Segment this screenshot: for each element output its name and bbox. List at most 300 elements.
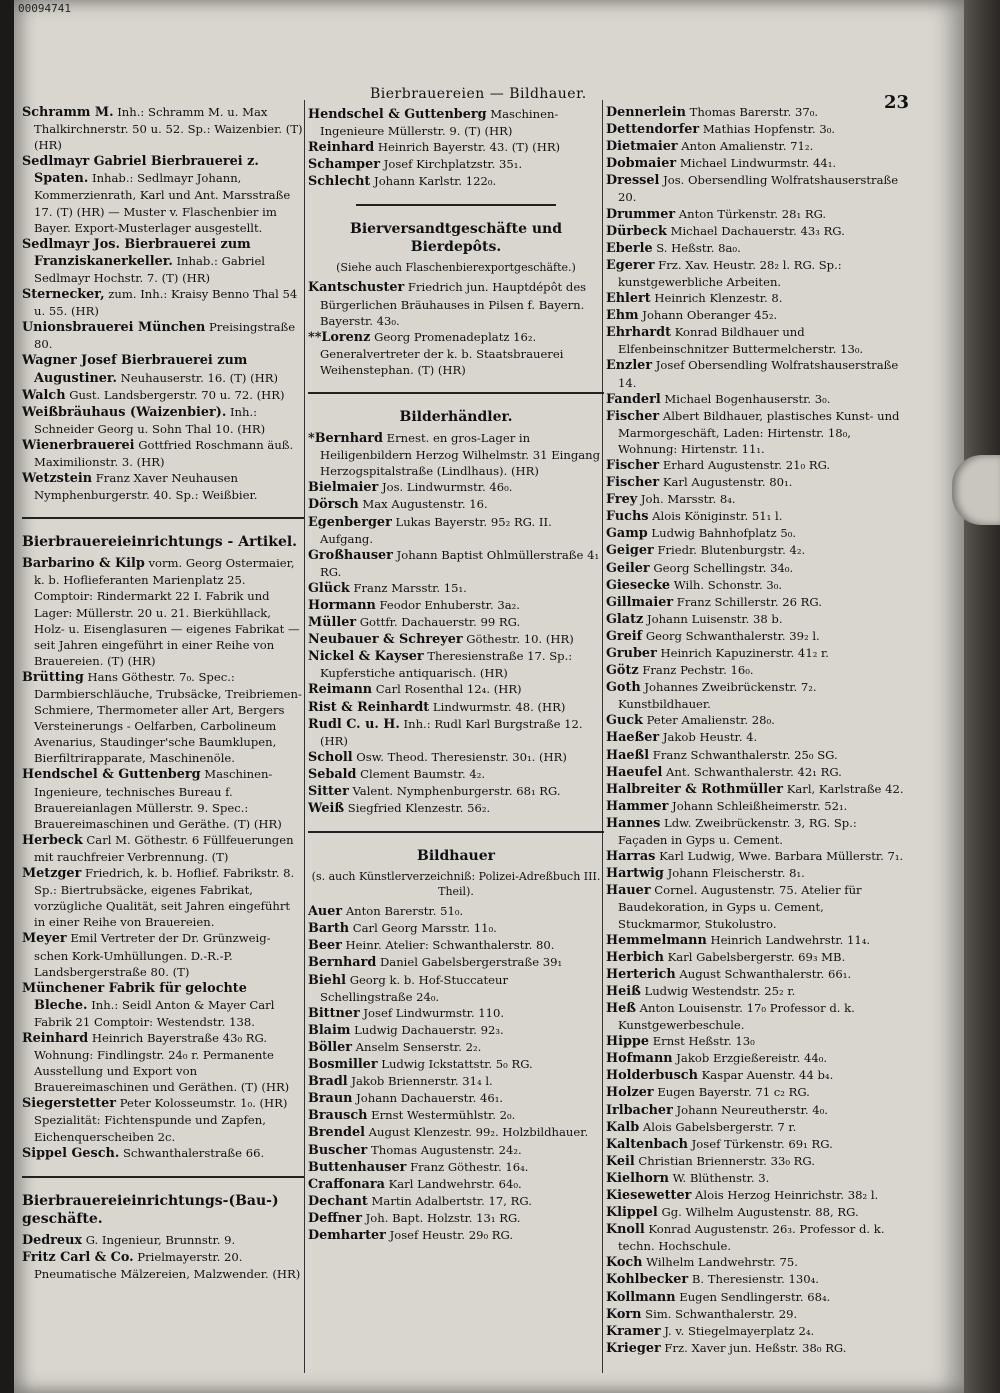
entry-name: Hannes bbox=[606, 815, 661, 831]
entry-details: Wilh. Schonstr. 3₀. bbox=[673, 577, 783, 592]
directory-entry bbox=[606, 155, 906, 172]
entry-name: Fischer bbox=[606, 408, 660, 424]
entry-name: Deffner bbox=[308, 1210, 362, 1226]
directory-entry bbox=[606, 1221, 906, 1254]
entry-details: vorm. Georg Ostermaier, k. b. Hoflieferanten Marienplatz 25. Comptoir: Rindermarkt 22 I. Fabrik und Lager: Müllerstr. 20 u. 21. Bierkühllack, Holz- u. Eisenglasuren — eigenes Fabrikat — seit Jahren eingeführt in einer Reihe von Brauereien. (T) (HR) bbox=[34, 556, 300, 668]
directory-entry bbox=[606, 747, 906, 764]
entry-name: Dedreux bbox=[22, 1232, 83, 1248]
entry-name: Wienerbrauerei bbox=[22, 437, 135, 453]
heading-bilderhaendler: Bilderhändler. bbox=[399, 409, 513, 426]
entry-name: Bittner bbox=[308, 1005, 360, 1021]
entry-details: Jos. Lindwurmstr. 46₀. bbox=[381, 480, 513, 495]
entry-details: Inh.: Rudl Karl Burgstraße 12. (HR) bbox=[320, 716, 583, 748]
directory-entry bbox=[308, 173, 604, 190]
column-2 bbox=[308, 106, 604, 1244]
directory-entry bbox=[22, 236, 304, 286]
directory-entry bbox=[606, 542, 906, 559]
entry-details: Neuhauserstr. 16. (T) (HR) bbox=[120, 370, 279, 385]
entry-details: Sim. Schwanthalerstr. 29. bbox=[645, 1306, 798, 1321]
directory-entry bbox=[606, 983, 906, 1000]
directory-entry bbox=[308, 1005, 604, 1022]
entry-details: Thomas Barerstr. 37₀. bbox=[689, 105, 819, 119]
entry-details: Lindwurmstr. 48. (HR) bbox=[432, 699, 566, 714]
entry-name: Heß bbox=[606, 1000, 636, 1016]
entry-details: Karl Landwehrstr. 64₀. bbox=[388, 1176, 522, 1191]
entry-name: Ehrhardt bbox=[606, 325, 671, 341]
entry-name: Giesecke bbox=[606, 577, 671, 593]
directory-entry bbox=[308, 430, 604, 479]
entry-details: Wilhelm Landwehrstr. 75. bbox=[646, 1255, 798, 1270]
note-bildhauer: (s. auch Künstlerverzeichniß: Polizei-Adreßbuch III. Theil). bbox=[311, 870, 601, 899]
entry-name: Drummer bbox=[606, 206, 676, 222]
entries-bilderhaendler bbox=[308, 430, 604, 817]
entry-name: Klippel bbox=[606, 1205, 658, 1221]
entry-details: Gg. Wilhelm Augustenstr. 88, RG. bbox=[661, 1205, 859, 1220]
directory-entry bbox=[22, 1249, 304, 1282]
entry-details: August Klenzestr. 99₂. Holzbildhauer. bbox=[368, 1125, 589, 1140]
directory-entry bbox=[308, 106, 604, 139]
entry-name: Hendschel & Guttenberg bbox=[308, 107, 487, 122]
entry-details: Karl Gabelsbergerstr. 69₃ MB. bbox=[667, 949, 846, 964]
entry-details: Prielmayerstr. 20. Pneumatische Mälzereien, Malzwender. (HR) bbox=[34, 1249, 301, 1281]
directory-entry bbox=[22, 352, 304, 386]
page-edge-stack bbox=[964, 0, 1000, 1393]
directory-entry bbox=[606, 679, 906, 712]
entry-details: Michael Dachauerstr. 43₃ RG. bbox=[670, 223, 845, 238]
entry-name: Beer bbox=[308, 938, 342, 954]
entry-details: Max Augustenstr. 16. bbox=[362, 497, 488, 512]
directory-entry bbox=[606, 491, 906, 508]
entry-details: G. Ingenieur, Brunnstr. 9. bbox=[85, 1232, 236, 1247]
directory-entry bbox=[308, 749, 604, 766]
entry-name: Biehl bbox=[308, 972, 346, 988]
entry-name: Scholl bbox=[308, 749, 353, 765]
directory-entry bbox=[22, 832, 304, 865]
entries-bildhauer-cont bbox=[606, 104, 906, 1357]
entry-name: Guck bbox=[606, 713, 643, 729]
entry-details: Georg Schwanthalerstr. 39₂ l. bbox=[645, 628, 820, 643]
entry-details: Franz Marsstr. 15₁. bbox=[353, 580, 467, 595]
directory-entry bbox=[606, 781, 906, 798]
entry-details: Schwanthalerstraße 66. bbox=[122, 1145, 265, 1160]
entry-details: Inh.: Seidl Anton & Mayer Carl Fabrik 21 Comptoir: Westendstr. 138. bbox=[34, 997, 275, 1029]
entry-details: J. v. Stiegelmayerplatz 2₄. bbox=[664, 1323, 815, 1338]
directory-entry bbox=[22, 1145, 304, 1162]
directory-entry bbox=[308, 1176, 604, 1193]
directory-entry bbox=[606, 1084, 906, 1101]
entry-name: Kaltenbach bbox=[606, 1136, 688, 1152]
entry-name: Schramm M. bbox=[22, 105, 114, 120]
entry-name: Herterich bbox=[606, 966, 676, 982]
entry-name: Hendschel & Guttenberg bbox=[22, 767, 201, 783]
entry-details: Erhard Augustenstr. 21₀ RG. bbox=[662, 457, 831, 472]
entry-details: Inhab.: Sedlmayr Johann, Kommerzienrath, Karl und Ant. Marsstraße 17. (T) (HR) — Muster v. Flaschenbier im Bayer. Export-Musterlager ausgestellt. bbox=[34, 171, 291, 235]
section-divider bbox=[356, 204, 556, 206]
entries-einrichtungs-artikel bbox=[22, 555, 304, 1161]
entry-details: Josef Heustr. 29₀ RG. bbox=[389, 1227, 514, 1242]
entry-details: Emil Vertreter der Dr. Grünzweig-schen Kork-Umhüllungen. D.-R.-P. Landsbergerstraße 80. (T) bbox=[34, 931, 271, 979]
entry-name: Halbreiter & Rothmüller bbox=[606, 781, 784, 797]
directory-entry bbox=[606, 1289, 906, 1306]
entry-name: Brendel bbox=[308, 1125, 365, 1141]
directory-entry bbox=[606, 628, 906, 645]
entry-name: Hofmann bbox=[606, 1051, 673, 1067]
directory-entry bbox=[308, 1193, 604, 1210]
directory-entry bbox=[308, 1124, 604, 1141]
directory-entry bbox=[606, 357, 906, 390]
entry-name: Bielmaier bbox=[308, 480, 379, 496]
entry-name: Brütting bbox=[22, 669, 84, 685]
entry-details: Ernst Westermühlstr. 2₀. bbox=[371, 1108, 516, 1123]
directory-entry bbox=[606, 1170, 906, 1187]
entry-name: Braun bbox=[308, 1091, 353, 1107]
entry-details: Franz Pechstr. 16₀. bbox=[642, 663, 754, 678]
note-bierversandt: (Siehe auch Flaschenbierexportgeschäfte.) bbox=[336, 261, 576, 275]
entry-details: Heinrich Bayerstraße 43₀ RG. Wohnung: Findlingstr. 24₀ r. Permanente Ausstellung und Export von Brauereimaschinen und Geräthen. (T) (HR) bbox=[34, 1030, 290, 1095]
entry-details: Alois Königinstr. 51₁ l. bbox=[652, 509, 783, 524]
entry-name: Eberle bbox=[606, 240, 653, 256]
entry-name: Reinhard bbox=[308, 140, 375, 156]
entry-details: Johann Baptist Ohlmüllerstraße 4₁ RG. bbox=[320, 547, 600, 579]
entry-details: Daniel Gabelsbergerstraße 39₁ bbox=[379, 955, 563, 970]
directory-entry bbox=[308, 937, 604, 954]
directory-entry bbox=[22, 766, 304, 831]
directory-entry bbox=[308, 972, 604, 1005]
directory-page bbox=[14, 0, 964, 1393]
entry-name: Sedlmayr Jos. Bierbrauerei zum Franziskanerkeller. bbox=[22, 236, 251, 269]
entry-details: Georg k. b. Hof-Stuccateur Schellingstraße 24₀. bbox=[320, 972, 509, 1004]
directory-entry bbox=[308, 156, 604, 173]
entry-details: Karl, Karlstraße 42. bbox=[786, 781, 904, 796]
entry-details: Theresienstraße 17. Sp.: Kupferstiche antiquarisch. (HR) bbox=[320, 649, 573, 681]
entry-name: Meyer bbox=[22, 931, 67, 947]
directory-entry bbox=[22, 669, 304, 767]
entry-details: Ldw. Zweibrückenstr. 3, RG. Sp.: Façaden in Gyps u. Cement. bbox=[618, 815, 857, 848]
entry-details: Konrad Augustenstr. 26₃. Professor d. k. techn. Hochschule. bbox=[618, 1222, 885, 1254]
directory-entry bbox=[606, 138, 906, 155]
entry-name: Hemmelmann bbox=[606, 932, 707, 948]
directory-entry bbox=[308, 783, 604, 800]
entry-name: Neubauer & Schreyer bbox=[308, 632, 463, 648]
entry-name: Walch bbox=[22, 387, 66, 403]
entry-details: Ludwig Ickstattstr. 5₀ RG. bbox=[381, 1057, 533, 1072]
directory-entry bbox=[308, 1142, 604, 1159]
entry-details: Franz Göthestr. 16₄. bbox=[410, 1159, 529, 1174]
directory-entry bbox=[22, 865, 304, 930]
entry-name: Buttenhauser bbox=[308, 1159, 407, 1175]
directory-entry bbox=[308, 1056, 604, 1073]
directory-entry bbox=[22, 980, 304, 1030]
entries-bierbrauereien-cont bbox=[308, 106, 604, 190]
directory-entry bbox=[606, 712, 906, 729]
entry-details: Johann Oberanger 45₂. bbox=[642, 308, 778, 323]
directory-entry bbox=[606, 1102, 906, 1119]
entry-details: Frz. Xaver jun. Heßstr. 38₀ RG. bbox=[664, 1340, 847, 1355]
entry-name: **Lorenz bbox=[308, 329, 371, 345]
directory-entry bbox=[606, 525, 906, 542]
directory-entry bbox=[606, 408, 906, 457]
directory-entry bbox=[22, 104, 304, 153]
entry-name: Koch bbox=[606, 1255, 643, 1271]
directory-entry bbox=[606, 1136, 906, 1153]
entry-name: Holzer bbox=[606, 1085, 654, 1101]
entry-name: Krieger bbox=[606, 1340, 661, 1356]
entry-name: Haeßer bbox=[606, 730, 660, 746]
entry-name: Ehm bbox=[606, 308, 639, 324]
entry-details: Anton Türkenstr. 28₁ RG. bbox=[678, 206, 827, 221]
entry-details: Johann Karlstr. 122₀. bbox=[374, 174, 497, 189]
entry-name: Reinhard bbox=[22, 1030, 89, 1046]
directory-entry bbox=[606, 815, 906, 848]
entry-details: Ant. Schwanthalerstr. 42₁ RG. bbox=[666, 764, 842, 779]
entry-name: Fischer bbox=[606, 475, 660, 491]
entry-name: Schamper bbox=[308, 157, 381, 173]
entry-name: Herbeck bbox=[22, 832, 83, 848]
entry-details: Heinrich Klenzestr. 8. bbox=[654, 291, 783, 306]
directory-entry bbox=[22, 404, 304, 437]
entry-details: Anton Amalienstr. 71₂. bbox=[681, 139, 814, 154]
entry-name: Kollmann bbox=[606, 1289, 676, 1305]
entry-details: Ludwig Westendstr. 25₂ r. bbox=[644, 983, 796, 998]
page-number: 23 bbox=[884, 92, 910, 113]
directory-entry bbox=[606, 611, 906, 628]
directory-entry bbox=[22, 930, 304, 979]
directory-entry bbox=[606, 1323, 906, 1340]
directory-entry bbox=[308, 766, 604, 783]
entry-name: Kielhorn bbox=[606, 1170, 669, 1186]
directory-entry bbox=[22, 153, 304, 235]
entry-details: Franz Schillerstr. 26 RG. bbox=[676, 594, 822, 609]
entry-name: Blaim bbox=[308, 1022, 351, 1038]
entry-details: Alois Herzog Heinrichstr. 38₂ l. bbox=[695, 1188, 879, 1202]
directory-entry bbox=[606, 1306, 906, 1323]
directory-entry bbox=[22, 387, 304, 404]
entry-details: Frz. Xav. Heustr. 28₂ l. RG. Sp.: kunstgewerbliche Arbeiten. bbox=[618, 257, 842, 289]
directory-entry bbox=[308, 1227, 604, 1244]
directory-entry bbox=[606, 391, 906, 408]
entry-details: Georg Promenadeplatz 16₂. Generalvertreter der k. b. Staatsbrauerei Weihenstephan. (T) (HR) bbox=[320, 329, 564, 377]
directory-entry bbox=[606, 172, 906, 205]
entry-name: Barbarino & Kilp bbox=[22, 556, 145, 572]
entry-details: Friedrich, k. b. Hoflief. Fabrikstr. 8. Sp.: Biertrubsäcke, eigenes Fabrikat, vorzügliche Qualität, seit Jahren eingeführt in einer Reihe von Brauereien. bbox=[34, 866, 295, 930]
entry-name: Weißbräuhaus (Waizenbier). bbox=[22, 404, 227, 420]
directory-entry bbox=[606, 729, 906, 746]
directory-entry bbox=[606, 966, 906, 983]
entry-name: Gruber bbox=[606, 646, 657, 661]
entry-name: Dürbeck bbox=[606, 223, 667, 239]
entry-details: Anton Louisenstr. 17₀ Professor d. k. Kunstgewerbeschule. bbox=[618, 1000, 855, 1033]
running-head: Bierbrauereien — Bildhauer. bbox=[370, 86, 587, 102]
section-divider bbox=[22, 517, 304, 519]
directory-entry bbox=[308, 279, 604, 328]
heading-bierbrauereieinrichtungs-artikel: Bierbrauereieinrichtungs - Artikel. bbox=[22, 534, 298, 551]
entry-name: Hartwig bbox=[606, 866, 664, 882]
thumb-index-tab bbox=[952, 455, 1000, 525]
entry-name: Reimann bbox=[308, 682, 373, 698]
entry-details: Thomas Augustenstr. 24₂. bbox=[371, 1142, 522, 1157]
entry-details: Franz Xaver Neuhausen Nymphenburgerstr. 40. Sp.: Weißbier. bbox=[34, 471, 258, 503]
directory-entry bbox=[606, 662, 906, 679]
entry-details: Franz Schwanthalerstr. 25₀ SG. bbox=[652, 747, 838, 762]
entry-name: Greif bbox=[606, 628, 643, 644]
entry-details: Joh. Bapt. Holzstr. 13₁ RG. bbox=[365, 1210, 521, 1225]
entry-details: Anselm Senserstr. 2₂. bbox=[355, 1039, 482, 1054]
entry-name: Glück bbox=[308, 580, 350, 596]
entry-name: Frey bbox=[606, 492, 638, 508]
section-divider bbox=[22, 1176, 304, 1178]
directory-entry bbox=[606, 206, 906, 223]
entry-name: Glatz bbox=[606, 611, 644, 627]
entry-name: Knoll bbox=[606, 1222, 645, 1238]
entry-details: Jos. Obersendling Wolfratshauserstraße 20. bbox=[618, 173, 899, 205]
entry-details: Heinrich Bayerstr. 43. (T) (HR) bbox=[377, 140, 561, 155]
heading-bierversandtgeschaefte: Bierversandtgeschäfte und Bierdepôts. bbox=[349, 221, 562, 256]
directory-entry bbox=[22, 286, 304, 319]
entry-name: Hauer bbox=[606, 883, 651, 899]
entries-bierbrauereien bbox=[22, 104, 304, 503]
entry-name: Egenberger bbox=[308, 514, 392, 530]
entry-name: Fritz Carl & Co. bbox=[22, 1249, 134, 1265]
directory-entry bbox=[606, 121, 906, 138]
directory-entry bbox=[606, 290, 906, 307]
entry-details: Peter Amalienstr. 28₀. bbox=[646, 713, 775, 728]
directory-entry bbox=[308, 514, 604, 547]
entry-name: Sedlmayr Gabriel Bierbrauerei z. Spaten. bbox=[22, 154, 259, 187]
directory-entry bbox=[606, 474, 906, 491]
entry-details: Johann Dachauerstr. 46₁. bbox=[356, 1091, 504, 1106]
entry-name: Hormann bbox=[308, 597, 376, 613]
entry-name: Fischer bbox=[606, 457, 660, 473]
entry-details: Heinrich Kapuzinerstr. 41₂ r. bbox=[660, 646, 829, 660]
directory-entry bbox=[308, 648, 604, 681]
directory-entry bbox=[606, 324, 906, 357]
entry-name: Haeufel bbox=[606, 764, 663, 780]
directory-entry bbox=[606, 848, 906, 865]
entry-name: Dietmaier bbox=[606, 139, 678, 155]
directory-entry bbox=[606, 764, 906, 781]
entry-name: Sternecker, bbox=[22, 287, 105, 303]
entry-details: Carl M. Göthestr. 6 Füllfeuerungen mit rauchfreier Verbrennung. (T) bbox=[34, 832, 294, 864]
directory-entry bbox=[606, 1254, 906, 1271]
entry-details: Göthestr. 10. (HR) bbox=[466, 632, 574, 647]
directory-entry bbox=[606, 104, 906, 121]
directory-entry bbox=[308, 716, 604, 749]
entry-name: Irlbacher bbox=[606, 1102, 673, 1118]
entry-name: Geiger bbox=[606, 543, 654, 559]
entry-details: S. Heßstr. 8a₀. bbox=[656, 240, 741, 255]
entry-name: Dettendorfer bbox=[606, 122, 700, 138]
directory-entry bbox=[308, 699, 604, 716]
entry-details: Johannes Zweibrückenstr. 7₂. Kunstbildhauer. bbox=[618, 680, 817, 712]
entry-details: Joh. Marsstr. 8₄. bbox=[640, 492, 736, 507]
entry-name: Fanderl bbox=[606, 391, 661, 407]
entry-name: Müller bbox=[308, 615, 357, 631]
entry-details: Josef Obersendling Wolfratshauserstraße 14. bbox=[618, 358, 899, 390]
entry-details: Karl Ludwig, Wwe. Barbara Müllerstr. 7₁. bbox=[659, 849, 904, 864]
directory-entry bbox=[606, 1050, 906, 1067]
directory-entry bbox=[606, 645, 906, 662]
archive-mark: 00094741 bbox=[18, 2, 71, 15]
entry-name: Weiß bbox=[308, 801, 345, 817]
directory-entry bbox=[606, 882, 906, 931]
directory-entry bbox=[308, 139, 604, 156]
directory-entry bbox=[606, 257, 906, 290]
entry-name: Korn bbox=[606, 1306, 642, 1322]
entries-bierversandt bbox=[308, 279, 604, 378]
entry-details: Jakob Heustr. 4. bbox=[662, 730, 758, 745]
directory-entry bbox=[606, 1204, 906, 1221]
directory-entry bbox=[606, 577, 906, 594]
entry-details: Georg Schellingstr. 34₀. bbox=[653, 560, 794, 575]
directory-entry bbox=[606, 798, 906, 815]
entry-details: Lukas Bayerstr. 95₂ RG. II. Aufgang. bbox=[320, 514, 552, 546]
entry-name: Heiß bbox=[606, 983, 641, 999]
entry-name: Götz bbox=[606, 663, 639, 679]
entry-name: Kalb bbox=[606, 1119, 640, 1135]
entry-details: Josef Türkenstr. 69₁ RG. bbox=[691, 1136, 833, 1151]
directory-entry bbox=[22, 1030, 304, 1095]
entry-details: Gottfr. Dachauerstr. 99 RG. bbox=[359, 615, 521, 630]
directory-entry bbox=[606, 1153, 906, 1170]
entry-name: Nickel & Kayser bbox=[308, 649, 424, 665]
entry-details: Ludwig Dachauerstr. 92₃. bbox=[354, 1022, 504, 1037]
entry-name: Wetzstein bbox=[22, 471, 93, 487]
directory-entry bbox=[308, 479, 604, 496]
directory-entry bbox=[308, 631, 604, 648]
entry-details: Heinr. Atelier: Schwanthalerstr. 80. bbox=[345, 938, 555, 953]
entry-name: Kantschuster bbox=[308, 280, 405, 296]
entry-details: Friedr. Blutenburgstr. 4₂. bbox=[657, 543, 806, 558]
entry-name: Geiler bbox=[606, 560, 650, 576]
entry-name: Keil bbox=[606, 1153, 635, 1169]
entry-name: Brausch bbox=[308, 1108, 368, 1124]
entry-details: Kaspar Auenstr. 44 b₄. bbox=[701, 1068, 834, 1083]
entry-name: Goth bbox=[606, 680, 641, 696]
entry-name: Fuchs bbox=[606, 509, 649, 525]
directory-entry bbox=[22, 319, 304, 352]
directory-entry bbox=[308, 800, 604, 817]
entries-bildhauer bbox=[308, 903, 604, 1244]
directory-entry bbox=[308, 597, 604, 614]
entry-name: Bernhard bbox=[308, 955, 377, 971]
entry-details: Konrad Bildhauer und Elfenbeinschnitzer Buttermelcherstr. 13₀. bbox=[618, 325, 864, 357]
entry-details: Friedrich jun. Hauptdépôt des Bürgerlichen Bräuhauses in Pilsen f. Bayern. Bayerstr. 43₀. bbox=[320, 280, 587, 328]
entry-details: Mathias Hopfenstr. 3₀. bbox=[702, 122, 836, 137]
column-rule-1 bbox=[304, 100, 305, 1373]
entry-details: Cornel. Augustenstr. 75. Atelier für Baudekoration, in Gyps u. Cement, Stuckmarmor, Stukolustro. bbox=[618, 883, 862, 931]
entry-details: Ludwig Bahnhofplatz 5₀. bbox=[651, 526, 797, 541]
entry-name: Egerer bbox=[606, 257, 655, 273]
entry-name: Kiesewetter bbox=[606, 1188, 692, 1203]
directory-entry bbox=[606, 240, 906, 257]
column-1 bbox=[22, 104, 304, 1282]
entry-details: Gottfried Roschmann äuß. Maximilionstr. 3. (HR) bbox=[34, 437, 294, 469]
entry-details: Ernst Heßstr. 13₀ bbox=[652, 1034, 755, 1049]
directory-entry bbox=[606, 932, 906, 949]
entry-name: Sebald bbox=[308, 766, 357, 782]
column-3 bbox=[606, 104, 906, 1357]
directory-entry bbox=[606, 1340, 906, 1357]
entry-name: Auer bbox=[308, 904, 343, 920]
entry-name: Großhauser bbox=[308, 547, 393, 563]
entry-name: Wagner Josef Bierbrauerei zum Augustiner. bbox=[22, 353, 248, 386]
entry-name: Münchener Fabrik für gelochte Bleche. bbox=[22, 980, 247, 1013]
directory-entry bbox=[308, 1039, 604, 1056]
entry-details: Jakob Briennerstr. 31₄ l. bbox=[351, 1074, 493, 1089]
directory-entry bbox=[606, 1033, 906, 1050]
entry-details: Ernest. en gros-Lager in Heiligenbildern Herzog Wilhelmstr. 31 Eingang Herzogspitalstraße (Lindlhaus). (HR) bbox=[320, 431, 601, 479]
entry-name: Schlecht bbox=[308, 174, 371, 190]
